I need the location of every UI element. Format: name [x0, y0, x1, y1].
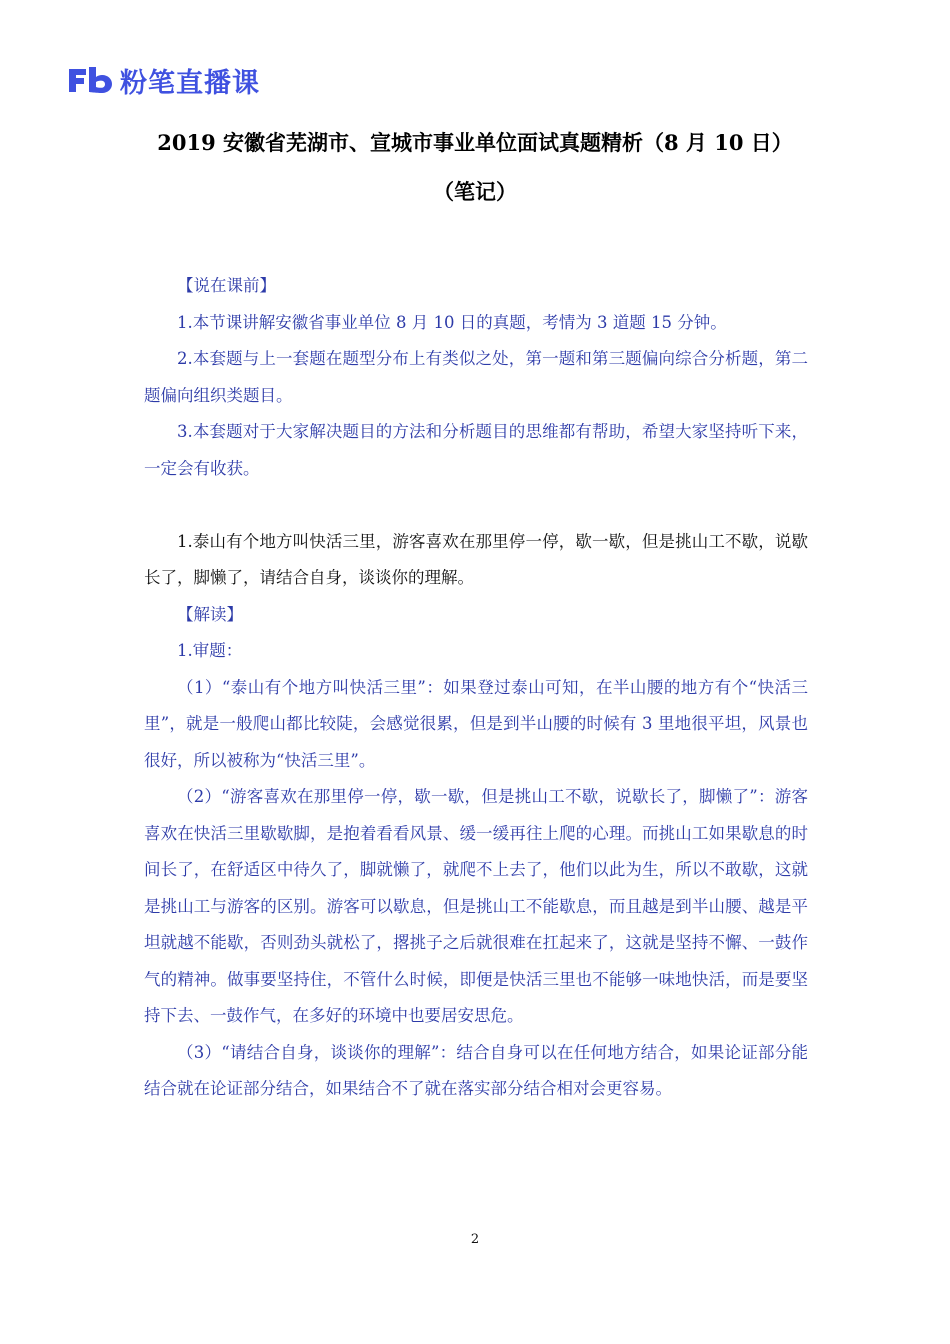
intro-point-3: 3.本套题对于大家解决题目的方法和分析题目的思维都有帮助，希望大家坚持听下来，一定会有收获。: [144, 422, 808, 478]
intro-point-1: 1.本节课讲解安徽省事业单位 8 月 10 日的真题，考情为 3 道题 15 分钟。: [177, 312, 727, 332]
section-spacer: [144, 487, 808, 524]
brand-logo: [66, 62, 260, 98]
analysis-item-2: （2）“游客喜欢在那里停一停，歇一歇，但是挑山工不歇，说歇长了，脚懒了”：游客喜欢在快活三里歇歇脚，是抱着看看风景、缓一缓再往上爬的心理。而挑山工如果歇息的时间长了，在舒适区中待久了，脚就懒了，就爬不上去了，他们以此为生，所以不敢歇，这就是挑山工与游客的区别。游客可以歇息，但是挑山工不能歇息，而且越是到半山腰、越是平坦就越不能歇，否则劲头就松了，撂挑子之后就很难在扛起来了，这就是坚持不懈、一鼓作气的精神。做事要坚持住，不管什么时候，即便是快活三里也不能够一味地快活，而是要坚持下去、一鼓作气，在多好的环境中也要居安思危。: [144, 787, 808, 1025]
question-1-text: 1.泰山有个地方叫快活三里，游客喜欢在那里停一停，歇一歇，但是挑山工不歇，说歇长了，脚懒了，请结合自身，谈谈你的理解。: [144, 531, 808, 587]
intro-heading: 【说在课前】: [177, 276, 276, 295]
analysis-item-3: （3）“请结合自身，谈谈你的理解”：结合自身可以在任何地方结合，如果论证部分能结合就在论证部分结合，如果结合不了就在落实部分结合相对会更容易。: [144, 1042, 808, 1098]
page-number: 2: [470, 1232, 480, 1247]
analysis-heading: 【解读】: [177, 604, 243, 624]
page-subtitle: （笔记）: [433, 179, 517, 204]
fenbi-fb-logo-icon: [66, 65, 116, 95]
intro-point-2: 2.本套题与上一套题在题型分布上有类似之处，第一题和第三题偏向综合分析题，第二题偏向组织类题目。: [144, 349, 808, 405]
brand-name: 粉笔直播课: [120, 67, 260, 99]
analysis-step-label: 1.审题：: [177, 641, 243, 660]
page-title: 2019 安徽省芜湖市、宣城市事业单位面试真题精析（8 月 10 日）: [157, 130, 793, 155]
analysis-item-1: （1）“泰山有个地方叫快活三里”：如果登过泰山可知，在半山腰的地方有个“快活三里”，就是一般爬山都比较陡，会感觉很累，但是到半山腰的时候有 3 里地很平坦，风景也很好，所以被称为“快活三里”。: [144, 677, 808, 770]
document-body: [144, 268, 808, 1108]
